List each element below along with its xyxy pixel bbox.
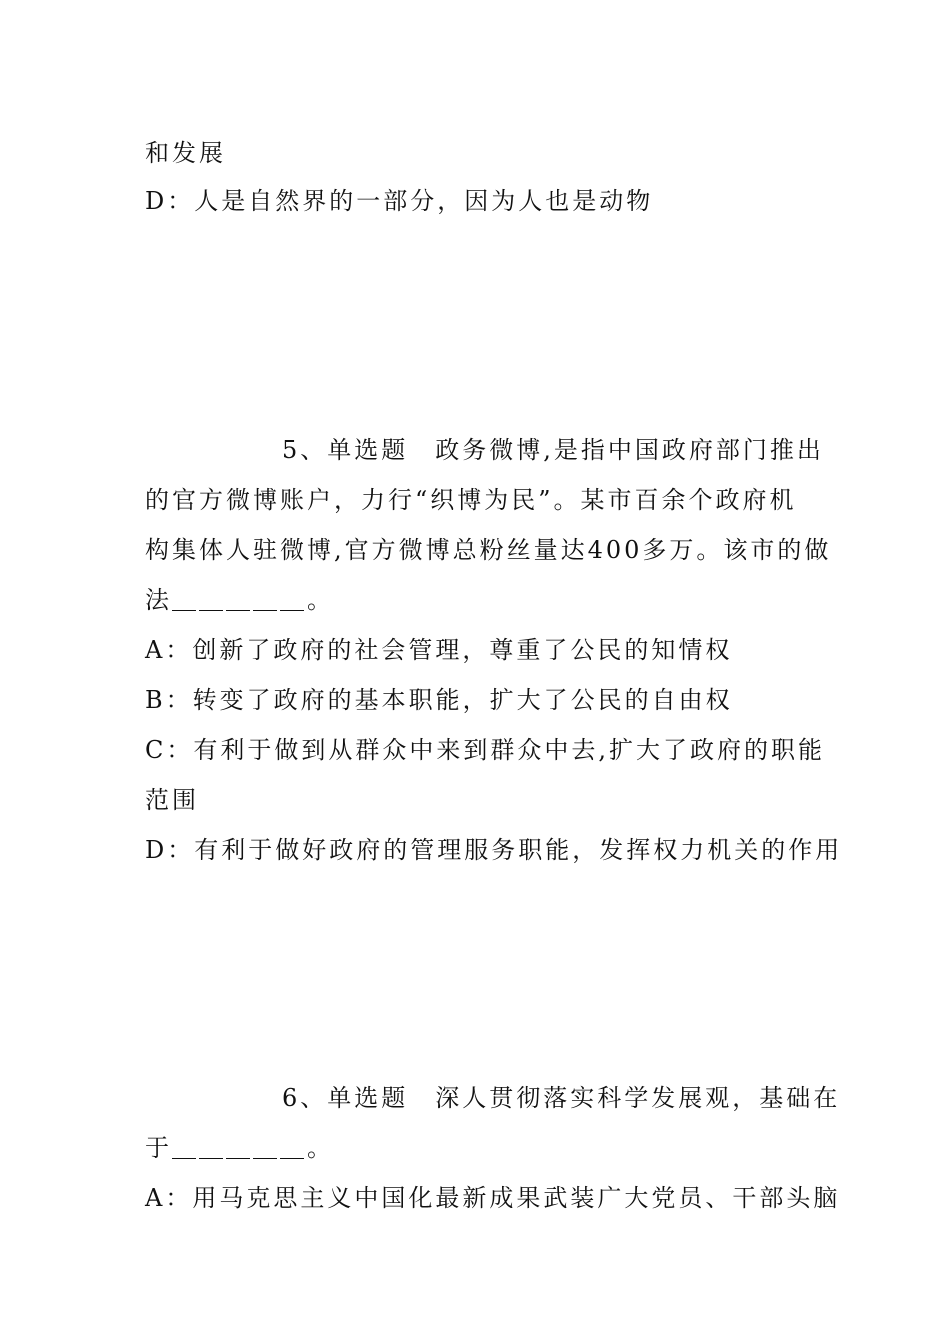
question-5-option-b: B：转变了政府的基本职能，扩大了公民的自由权 — [145, 686, 733, 714]
question-6-option-a: A：用马克思主义中国化最新成果武装广大党员、干部头脑 — [145, 1184, 841, 1212]
question-5-stem-line-4: 法＿＿＿＿＿。 — [145, 586, 334, 614]
question-6-stem-line-1: 6、单选题 深人贯彻落实科学发展观，基础在 — [282, 1084, 841, 1112]
question-5-option-d: D：有利于做好政府的管理服务职能，发挥权力机关的作用 — [145, 836, 843, 864]
question-5-option-c-line-2: 范围 — [145, 786, 199, 814]
option-d: D：人是自然界的一部分，因为人也是动物 — [145, 187, 654, 215]
question-5-option-c-line-1: C：有利于做到从群众中来到群众中去,扩大了政府的职能 — [145, 736, 825, 764]
question-5-stem-line-1: 5、单选题 政务微博,是指中国政府部门推出 — [282, 436, 824, 464]
question-5-option-a: A：创新了政府的社会管理，尊重了公民的知情权 — [145, 636, 733, 664]
question-6-stem-line-2: 于＿＿＿＿＿。 — [145, 1134, 334, 1162]
question-5-stem-line-2: 的官方微博账户，力行“织博为民”。某市百余个政府机 — [145, 486, 797, 514]
question-5-stem-line-3: 构集体人驻微博,官方微博总粉丝量达400多万。该市的做 — [145, 536, 832, 564]
option-c-continuation: 和发展 — [145, 139, 226, 167]
